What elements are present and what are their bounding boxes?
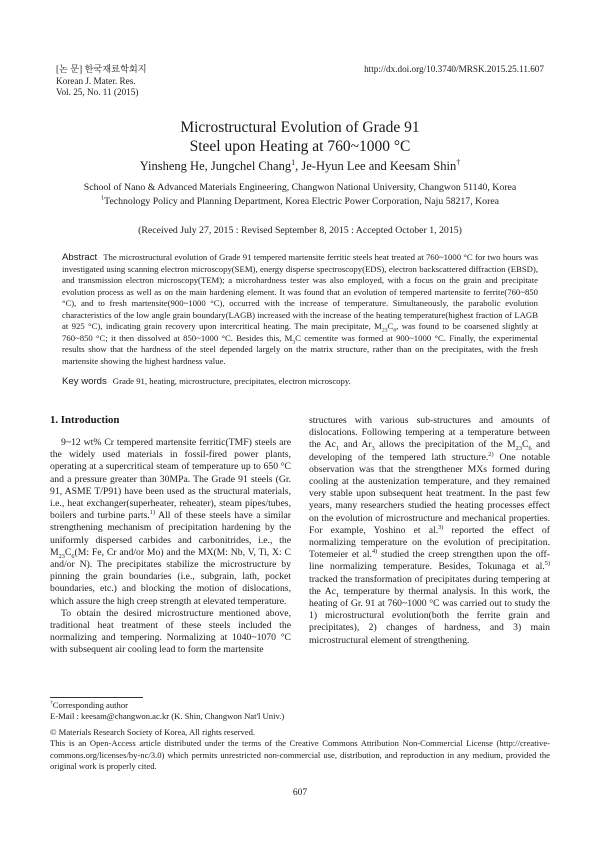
paper-title <box>0 118 600 156</box>
keywords-label: Key words <box>62 376 107 387</box>
subscript: 1 <box>336 591 340 599</box>
page-number: 607 <box>292 788 308 798</box>
subscript: 3 <box>371 445 375 453</box>
footnote-dagger: † <box>50 700 53 707</box>
author-sup-1: 1 <box>291 157 296 167</box>
citation-ref: 5) <box>544 560 550 568</box>
text-run: reported the effect of normalizing temperature on the evolution of precipitation. Totemeier et al. <box>309 524 550 561</box>
subscript: 23 <box>515 445 522 453</box>
affiliation-1: School of Nano & Advanced Materials Engineering, Changwon National University, Changwon 51140, Korea <box>83 182 517 193</box>
footnote <box>50 700 550 722</box>
license-text: This is an Open-Access article distributed under the terms of the Creative Commons Attribution Non-Commercial License (http://creative-commons.org/licenses/by-nc/3.0) which permits unrestricted non-commercial use, distribution, and reproduction in any medium, provided the original work is properly cited. <box>50 738 550 771</box>
subscript: 6 <box>71 552 75 560</box>
journal-english-name: Korean J. Mater. Res. <box>56 75 136 86</box>
footnote-divider <box>50 697 143 698</box>
text-run: studied the creep strengthen upon the off-line normalizing temperature. Besides, Tokunaga et al. <box>309 549 550 573</box>
authors-part-2: , Je-Hyun Lee and Keesam Shin <box>295 159 457 173</box>
affiliations <box>0 181 600 208</box>
section-heading-introduction: 1. Introduction <box>50 414 120 426</box>
intro-paragraph-1 <box>50 437 291 608</box>
text-run: (M: Fe, Cr and/or Mo) and the MX(M: Nb, V, Ti, X: C and/or N). The precipitates stabilize the microstructure by pinning the grain boundaries (i.e., subgrain, lath, pocket boundaries, etc.) and blocking the motion of dislocations, which assure the high creep strength at elevated temperature. <box>50 546 291 607</box>
doi-link[interactable]: http://dx.doi.org/10.3740/MRSK.2015.25.11.607 <box>364 64 544 74</box>
abstract-sub-2: 6 <box>393 328 397 335</box>
citation-ref: 1) <box>149 508 156 516</box>
abstract-sub-3: 3 <box>292 339 296 346</box>
footnote-email: E-Mail : keesam@changwon.ac.kr (K. Shin, Changwon Nat'l Univ.) <box>50 711 285 721</box>
footnote-corresponding <box>50 700 550 711</box>
affiliation-2: Technology Policy and Planning Department, Korea Electric Power Corporation, Naju 58217, Korea <box>104 195 500 207</box>
text-run: allows the precipitation of the M <box>374 439 516 451</box>
citation-ref: 2) <box>488 450 494 458</box>
text-run: All of these steels have a similar strengthening mechanism of precipitation hardening by the uniformly dispersed carbides and carbonitrides, i.e., the M <box>50 510 291 558</box>
copyright-notice <box>50 727 550 772</box>
abstract-sub-1: 23 <box>381 328 388 335</box>
text-run: tracked the transformation of precipitates during tempering at the Ac <box>309 573 550 597</box>
text-run: and Ar <box>339 439 372 451</box>
title-line-2: Steel upon Heating at 760~1000 °C <box>189 138 411 155</box>
subscript: 23 <box>58 552 65 560</box>
right-column <box>309 415 550 647</box>
intro-paragraph-2-cont <box>309 415 550 647</box>
intro-paragraph-2: To obtain the desired microstructure mentioned above, traditional heat treatment of these steels included the normalizing and tempering. Normalizing at 1040~1070 °C with subsequent air cooling lead to form the martensite <box>50 607 291 656</box>
keywords-text: Grade 91, heating, microstructure, precipitates, electron microscopy. <box>112 376 351 386</box>
text-run: C <box>521 439 529 451</box>
abstract-text-2: C <box>387 321 394 332</box>
subscript: 6 <box>528 445 532 453</box>
authors-part-1: Yinsheng He, Jungchel Chang <box>139 159 292 173</box>
text-run: and developing of the tempered lath structure. <box>309 439 550 463</box>
subscript: 1 <box>335 445 340 453</box>
journal-korean-name: [논 문] 한국재료학회지 <box>56 64 147 74</box>
abstract-text-3: , was found to be coarsened slightly at 760~850 °C; it then dissolved at 850~1000 °C. Besides this, M <box>62 321 538 343</box>
abstract-label: Abstract <box>62 252 98 263</box>
text-run: C <box>64 546 72 558</box>
title-line-1: Microstructural Evolution of Grade 91 <box>180 119 420 136</box>
abstract-text-1: The microstructural evolution of Grade 91 tempered martensite ferritic steels heat treated at 760~1000 °C for two hours was investigated using scanning electron microscopy(SEM), energy disperse spectroscopy(EDS), electron backscattered diffraction (EBSD), and transmission electron microscopy(TEM); a microhardness tester was also employed, with a focus on the grain and precipitate evolution process as well as on the main hardening element. It was found that an evolution of tempered martensite to ferrite(760~850 °C), and to fresh martensite(900~1000 °C), occurred with the increase of temperature. Simultaneously, the parabolic evolution characteristics of the low angle grain boundary(LAGB) increased with the increase of the heating temperature(highest fraction of LAGB at 925 °C), indicating grain recovery upon intercritical heating. The main precipitate, M <box>62 252 538 332</box>
copyright-line: © Materials Research Society of Korea, All rights reserved. <box>50 727 256 737</box>
keywords <box>62 376 538 388</box>
left-column <box>50 437 291 657</box>
citation-ref: 3) <box>438 523 444 531</box>
journal-volume: Vol. 25, No. 11 (2015) <box>56 87 139 97</box>
text-run: temperature by thermal analysis. In this work, the heating of Gr. 91 at 760~1000 °C was carried out to study the 1) microstructural evolution(both the ferrite grain and precipitates), 2) changes of hardness, and 3) main microstructural element of strengthening. <box>309 585 550 646</box>
footnote-text: Corresponding author <box>52 700 128 710</box>
author-list <box>0 159 600 174</box>
journal-header <box>56 64 147 99</box>
abstract <box>62 252 538 367</box>
affiliation-2-sup: 1 <box>100 194 105 202</box>
author-sup-2: † <box>456 157 461 167</box>
citation-ref: 4) <box>371 548 378 555</box>
text-run: structures with various sub-structures and amounts of dislocations. Following tempering at a temperature between the Ac <box>309 415 550 451</box>
text-run: One notable observation was that the strengthener MXs formed during cooling at the austenization temperature, and they remained very stable upon subsequent heat treatment. In the past few years, many researchers studied the heating processes effect on the evolution of microstructure and mechanical properties. For example, Yoshino et al. <box>309 451 550 536</box>
affiliation-2-row <box>0 195 600 209</box>
text-run: 9~12 wt% Cr tempered martensite ferritic(TMF) steels are the widely used materials in fossil-fired power plants, operating at a supercritical steam of temperature up to 650 °C and a pressure greater than 30MPa. The Grade 91 steels (Gr. 91, ASME T/P91) have been used as the structural materials, i.e., heat exchanger(superheater, reheater), steam pipes/tubes, boilers and turbine parts. <box>50 437 291 522</box>
received-dates: (Received July 27, 2015 : Revised September 8, 2015 : Accepted October 1, 2015) <box>138 225 462 236</box>
abstract-text-4: C cementite was formed at 900~1000 °C. Finally, the experimental results show that the hardness of the steel depended largely on the matrix structure, rather than on the precipitates, with the fresh martensite showing the highest hardness value. <box>62 332 538 366</box>
